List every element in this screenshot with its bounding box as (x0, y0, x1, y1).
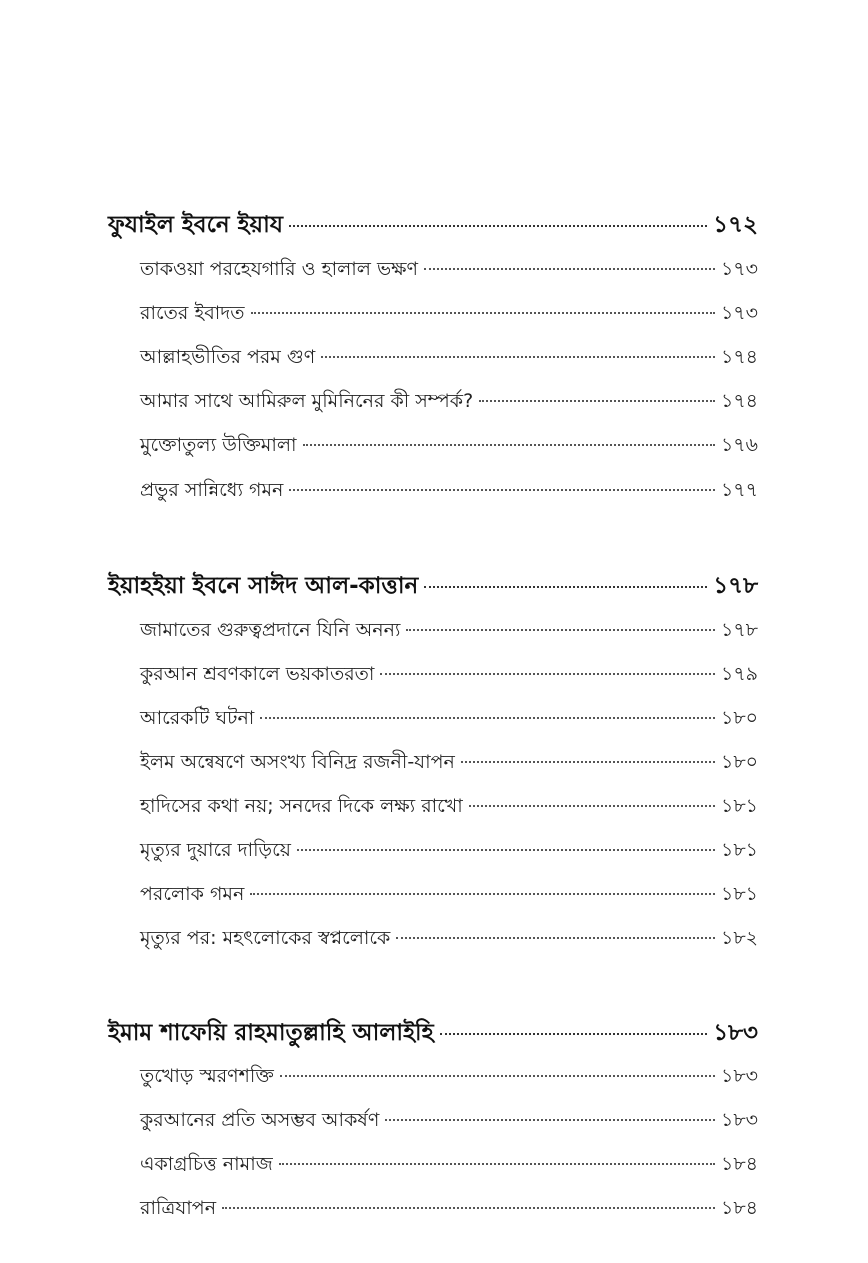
entry-title: প্রভুর সান্নিধ্যে গমন (140, 479, 284, 501)
toc-entry[interactable] (140, 431, 758, 461)
dot-leader (251, 312, 715, 314)
dot-leader (289, 225, 707, 227)
chapter-heading[interactable] (108, 567, 758, 601)
entry-page-number: ১৭৬ (720, 434, 758, 456)
dot-leader (380, 673, 715, 675)
dot-leader (469, 805, 715, 807)
entry-title: কুরআন শ্রবণকালে ভয়কাতরতা (140, 663, 375, 685)
toc-entry[interactable] (140, 704, 758, 734)
toc-entry[interactable] (140, 660, 758, 690)
entry-title: পরলোক গমন (140, 883, 245, 905)
dot-leader (461, 761, 715, 763)
toc-entry[interactable] (140, 836, 758, 866)
entry-title: তাকওয়া পরহেযগারি ও হালাল ভক্ষণ (140, 258, 419, 280)
dot-leader (250, 893, 715, 895)
toc-entry[interactable] (140, 387, 758, 417)
entry-page-number: ১৮৩ (720, 1109, 758, 1131)
entry-page-number: ১৭৪ (720, 346, 758, 368)
toc-entry[interactable] (140, 299, 758, 329)
toc-entry[interactable] (140, 880, 758, 910)
entry-title: মুক্তোতুল্য উক্তিমালা (140, 434, 297, 456)
dot-leader (303, 444, 715, 446)
entry-page-number: ১৭৭ (720, 479, 758, 501)
entry-title: রাতের ইবাদত (140, 302, 245, 324)
entry-title: মৃত্যুর দুয়ারে দাড়িয়ে (140, 839, 291, 861)
chapter-page-number: ১৭৮ (713, 573, 758, 599)
dot-leader (260, 717, 715, 719)
toc-entry[interactable] (140, 924, 758, 954)
dot-leader (280, 1075, 715, 1077)
entry-page-number: ১৮০ (720, 751, 758, 773)
dot-leader (289, 489, 715, 491)
entry-title: ইলম অন্বেষণে অসংখ্য বিনিদ্র রজনী-যাপন (140, 751, 455, 773)
toc-entry[interactable] (140, 748, 758, 778)
entry-title: আরেকটি ঘটনা (140, 707, 255, 729)
dot-leader (222, 1207, 715, 1209)
entry-title: হাদিসের কথা নয়; সনদের দিকে লক্ষ্য রাখো (140, 795, 463, 817)
toc-entry[interactable] (140, 255, 758, 285)
entry-page-number: ১৮১ (721, 883, 758, 905)
chapter-title: ইয়াহইয়া ইবনে সাঈদ আল-কাত্তান (108, 573, 419, 599)
entry-page-number: ১৭৮ (720, 619, 758, 641)
toc-entry[interactable] (140, 476, 758, 506)
toc-entry[interactable] (140, 1194, 758, 1224)
entry-title: আমার সাথে আমিরুল মুমিনিনের কী সম্পর্ক? (140, 390, 474, 412)
dot-leader (385, 1119, 715, 1121)
dot-leader (297, 849, 715, 851)
entry-page-number: ১৮২ (720, 927, 758, 949)
entry-page-number: ১৮৪ (721, 1197, 758, 1219)
entry-title: রাত্রিযাপন (140, 1197, 217, 1219)
dot-leader (279, 1163, 715, 1165)
entry-page-number: ১৭৯ (720, 663, 758, 685)
dot-leader (479, 400, 715, 402)
entry-title: কুরআনের প্রতি অসম্ভব আকর্ষণ (140, 1109, 380, 1131)
toc-entry[interactable] (140, 1106, 758, 1136)
dot-leader (321, 356, 715, 358)
dot-leader (396, 937, 715, 939)
chapter-title: ইমাম শাফেয়ি রাহমাতুল্লাহি আলাইহি (108, 1020, 434, 1046)
entry-page-number: ১৮১ (721, 795, 758, 817)
entry-title: একাগ্রচিত্ত নামাজ (140, 1153, 273, 1175)
toc-entry[interactable] (140, 616, 758, 646)
entry-page-number: ১৭৩ (720, 258, 758, 280)
chapter-title: ফুযাইল ইবনে ইয়ায (108, 212, 284, 238)
entry-title: জামাতের গুরুত্বপ্রদানে যিনি অনন্য (140, 619, 401, 641)
toc-entry[interactable] (140, 343, 758, 373)
chapter-heading[interactable] (108, 206, 758, 240)
entry-page-number: ১৮৪ (721, 1153, 758, 1175)
dot-leader (406, 629, 715, 631)
entry-page-number: ১৭৪ (720, 390, 758, 412)
toc-entry[interactable] (140, 1150, 758, 1180)
chapter-page-number: ১৭২ (713, 212, 758, 238)
entry-title: আল্লাহভীতির পরম গুণ (140, 346, 316, 368)
entry-page-number: ১৮০ (720, 707, 758, 729)
toc-entry[interactable] (140, 792, 758, 822)
dot-leader (440, 1033, 707, 1035)
toc-entry[interactable] (140, 1062, 758, 1092)
dot-leader (424, 586, 707, 588)
chapter-page-number: ১৮৩ (713, 1020, 758, 1046)
entry-title: মৃত্যুর পর: মহৎলোকের স্বপ্নলোকে (140, 927, 391, 949)
entry-page-number: ১৭৩ (720, 302, 758, 324)
chapter-heading[interactable] (108, 1014, 758, 1048)
entry-title: তুখোড় স্মরণশক্তি (140, 1065, 274, 1087)
entry-page-number: ১৮১ (721, 839, 758, 861)
dot-leader (424, 268, 715, 270)
entry-page-number: ১৮৩ (720, 1065, 758, 1087)
